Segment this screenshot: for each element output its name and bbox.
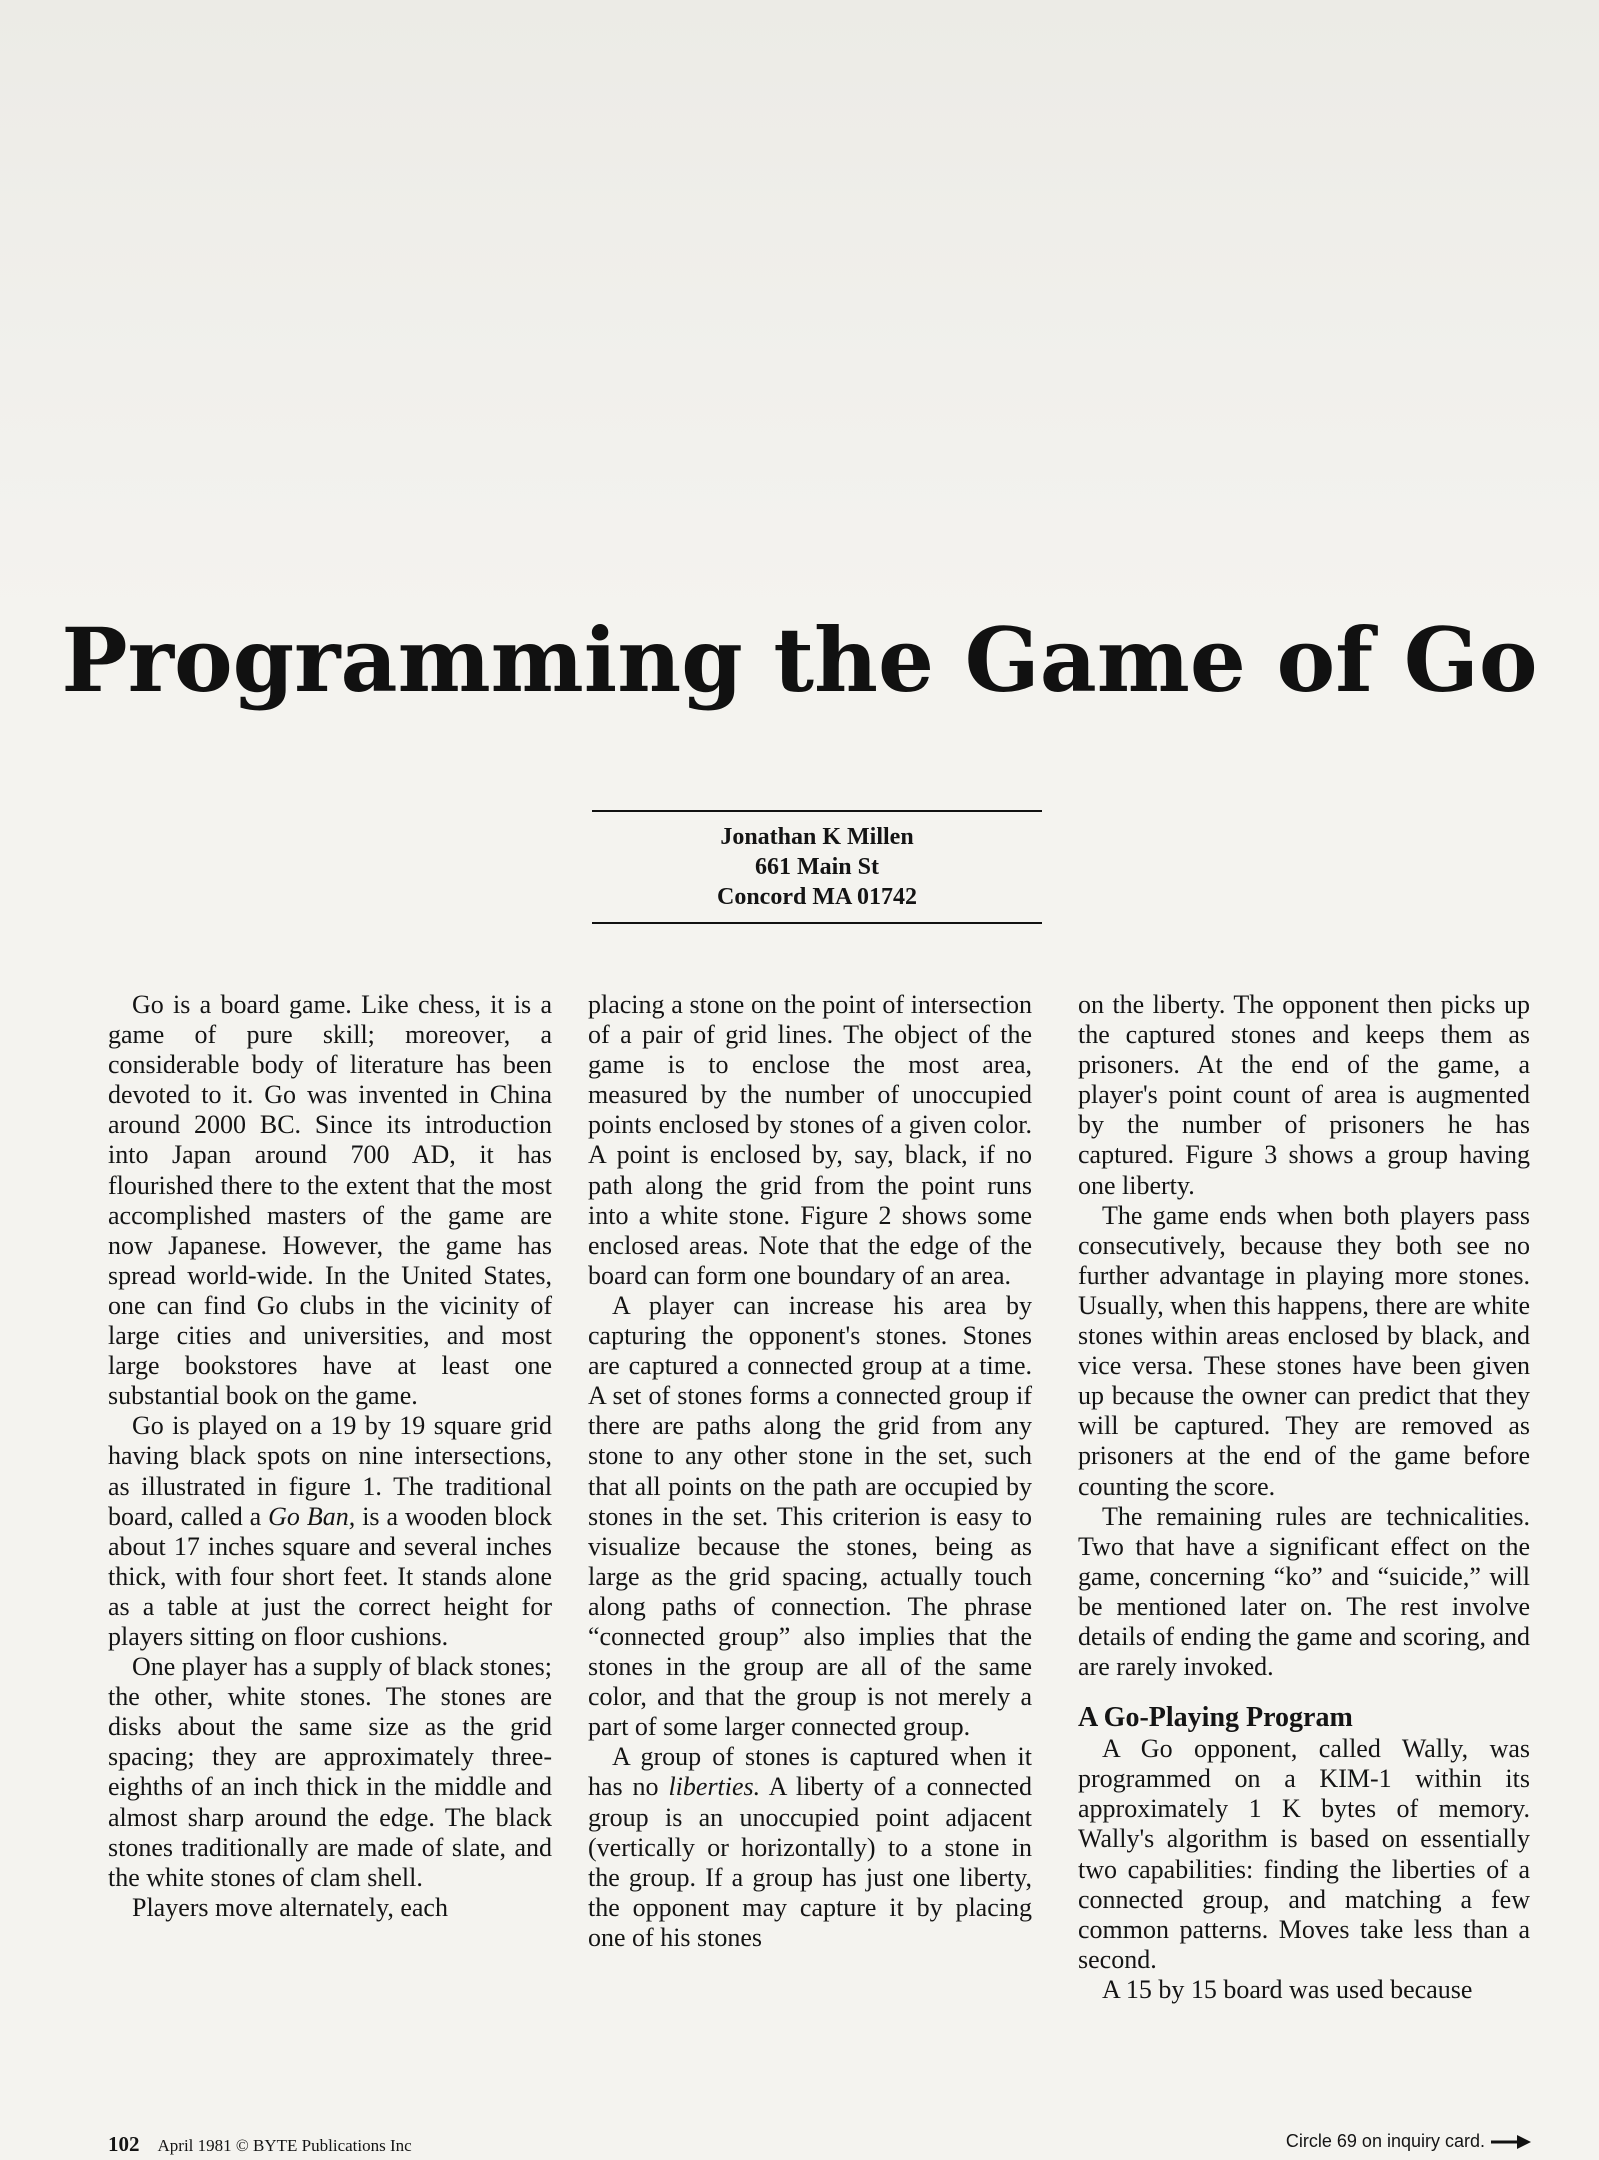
- emphasis: liberties.: [668, 1772, 761, 1802]
- paragraph: [588, 1742, 1032, 1953]
- issue-line: April 1981 © BYTE Publications Inc: [157, 2136, 412, 2155]
- emphasis: Go Ban,: [268, 1501, 356, 1531]
- paragraph: A player can increase his area by capturing the opponent's stones. Stones are captured a connected group at a time. A set of stones forms a connected group if there are paths along the grid from any stone to any other stone in the set, such that all points on the path are occupied by stones in the set. This criterion is easy to visualize because the stones, being as large as the grid spacing, actually touch along paths of connection. The phrase “connected group” also implies that the stones in the group are all of the same color, and that the group is not merely a part of some larger connected group.: [588, 1290, 1032, 1742]
- show-through-background: [0, 0, 1599, 620]
- text-run: Go is played on a 19 by 19 square grid having black spots on nine intersections, as illustrated in figure 1. The traditional board, called a: [108, 1411, 552, 1531]
- text-run: is a wooden block about 17 inches square and several inches thick, with four short feet. It stands alone as a table at just the correct height for players sitting on floor cushions.: [108, 1501, 552, 1651]
- author-city: Concord MA 01742: [717, 884, 917, 910]
- paragraph: The remaining rules are technicalities. Two that have a significant effect on the game, concerning “ko” and “suicide,” will be mentioned later on. The rest involve details of ending the game and scoring, and are rarely invoked.: [1078, 1501, 1530, 1682]
- footer-right: [1286, 2131, 1531, 2152]
- column-1: [108, 990, 552, 1923]
- paragraph: The game ends when both players pass consecutively, because they both see no further advantage in playing more stones. Usually, when this happens, there are white stones within areas enclosed by black, and vice versa. These stones have been given up because the owner can predict that they will be captured. They are removed as prisoners at the end of the game before counting the score.: [1078, 1200, 1530, 1501]
- text-run: A group of stones is captured when it has no: [588, 1742, 1032, 1802]
- author-name: Jonathan K Millen: [720, 824, 914, 850]
- paragraph: placing a stone on the point of intersection of a pair of grid lines. The object of the game is to enclose the most area, measured by the number of unoccupied points enclosed by stones of a given color. A point is enclosed by, say, black, if no path along the grid from the point runs into a white stone. Figure 2 shows some enclosed areas. Note that the edge of the board can form one boundary of an area.: [588, 990, 1032, 1290]
- paragraph: A 15 by 15 board was used because: [1102, 1974, 1473, 2004]
- page-number: 102: [108, 2132, 140, 2156]
- footer-left: [108, 2132, 412, 2157]
- section-heading: A Go-Playing Program: [1078, 1702, 1353, 1734]
- article-title: Programming the Game of Go: [61, 608, 1538, 712]
- author-street: 661 Main St: [754, 854, 879, 880]
- byline: [592, 810, 1042, 924]
- paragraph: [108, 1411, 552, 1652]
- column-3: [1078, 990, 1530, 2005]
- inquiry-text: Circle 69 on inquiry card.: [1285, 2131, 1485, 2151]
- paragraph: A Go opponent, called Wally, was programmed on a KIM-1 within its approximately 1 K bytes of memory. Wally's algorithm is based on essentially two capabilities: finding the liberties of a connected group, and matching a few common patterns. Moves take less than a second.: [1078, 1734, 1530, 1974]
- paragraph: Go is a board game. Like chess, it is a game of pure skill; moreover, a considerable body of literature has been devoted to it. Go was invented in China around 2000 BC. Since its introduction into Japan around 700 AD, it has flourished there to the extent that the most accomplished masters of the game are now Japanese. However, the game has spread world-wide. In the United States, one can find Go clubs in the vicinity of large cities and universities, and most large bookstores have at least one substantial book on the game.: [108, 990, 552, 1411]
- paragraph: Players move alternately, each: [132, 1892, 448, 1922]
- paragraph: on the liberty. The opponent then picks up the captured stones and keeps them as prisoners. At the end of the game, a player's point count of area is augmented by the number of prisoners he has captured. Figure 3 shows a group having one liberty.: [1078, 990, 1530, 1200]
- column-2: [588, 990, 1032, 1953]
- paragraph: One player has a supply of black stones; the other, white stones. The stones are disks about the same size as the grid spacing; they are approximately three-eighths of an inch thick in the middle and almost sharp around the edge. The black stones traditionally are made of slate, and the white stones of clam shell.: [108, 1652, 552, 1892]
- text-run: A liberty of a connected group is an unoccupied point adjacent (vertically or horizontally) to a stone in the group. If a group has just one liberty, the opponent may capture it by placing one of his stones: [588, 1772, 1032, 1952]
- right-arrow-icon: [1491, 2132, 1531, 2152]
